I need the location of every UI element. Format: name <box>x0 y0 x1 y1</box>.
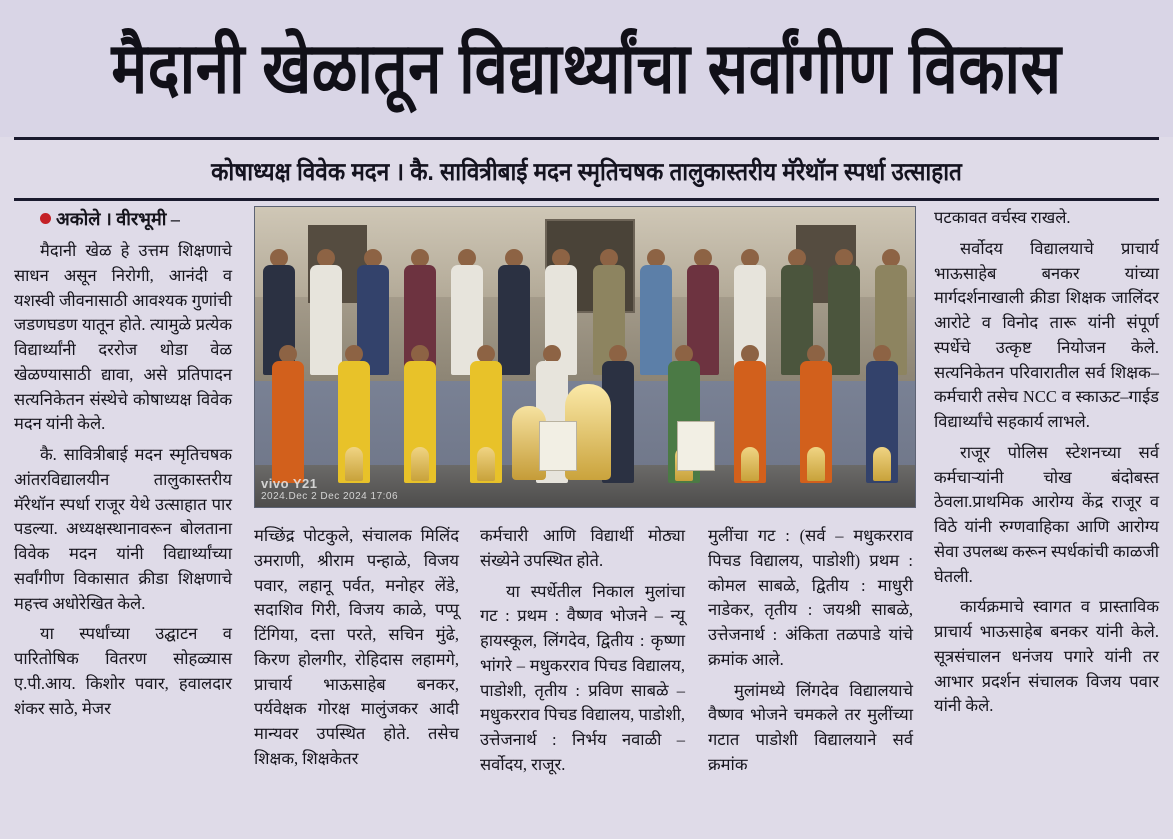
photo-person <box>862 345 902 483</box>
trophy-icon <box>411 447 429 481</box>
paragraph: या स्पर्धांच्या उद्घाटन व पारितोषिक वितरण सोहळ्यास ए.पी.आय. किशोर पवार, हवालदार शंकर साठे, मेजर <box>14 624 232 718</box>
paragraph: मैदानी खेळ हे उत्तम शिक्षणाचे साधन असून निरोगी, आनंदी व यशस्वी जीवनासाठी आवश्यक गुणांची जडणघडण यातून होते. त्यामुळे प्रत्येक विद्यार्थ्यांनी दररोज थोडा वेळ खेळण्यासाठी द्यावा, असे प्रतिपादन सत्यनिकेतन संस्थेचे कोषाध्यक्ष विवेक मदन यांनी केले. <box>14 241 232 434</box>
headline-rule <box>14 137 1159 140</box>
trophy-icon <box>477 447 495 481</box>
paragraph: या स्पर्धेतील निकाल मुलांचा गट : प्रथम : वैष्णव भोजने – न्यू हायस्कूल, लिंगदेव, द्वितीय : कृष्णा भांगरे – मधुकरराव पिचड विद्यालय, पाडोशी, तृतीय : प्रविण साबळे – मधुकरराव पिचड विद्यालय, पाडोशी, उत्तेजनार्थ : निर्भय नवाळी – सर्वोदय, राजूर. <box>480 581 685 774</box>
article-column-2 <box>254 524 459 778</box>
certificate <box>677 421 715 471</box>
subhead-band <box>14 146 1159 194</box>
paragraph: कर्मचारी आणि विद्यार्थी मोठ्या संख्येने उपस्थित होते. <box>480 526 685 570</box>
photo-watermark-brand: vivo Y21 <box>261 476 318 492</box>
paragraph: राजूर पोलिस स्टेशनच्या सर्व कर्मचाऱ्यांनी चोख बंदोबस्त ठेवला.प्राथमिक आरोग्य केंद्र राजूर व विठे यांनी रुग्णवाहिका आणि आरोग्य सेवा उपलब्ध करून स्पर्धकांची काळजी घेतली. <box>934 442 1159 586</box>
photo-person <box>334 345 374 483</box>
paragraph: सर्वोदय विद्यालयाचे प्राचार्य भाऊसाहेब बनकर यांच्या मार्गदर्शनाखाली क्रीडा शिक्षक जालिंदर आरोटे व विनोद तारू यांनी संपूर्ण स्पर्धेचे उत्कृष्ट नियोजन केले. सत्यनिकेतन परिवारातील सर्व शिक्षक–कर्मचारी तसेच NCC व स्काऊट–गाईड विद्यार्थ्यांचे सहकार्य लाभले. <box>934 238 1159 431</box>
article-column-5 <box>934 206 1159 725</box>
trophy-icon <box>345 447 363 481</box>
trophy-icon <box>873 447 891 481</box>
dateline <box>14 206 232 233</box>
page-title: मैदानी खेळातून विद्यार्थ्यांचा सर्वांगीण विकास <box>111 28 1062 108</box>
article-column-3 <box>480 524 685 784</box>
subhead-rule <box>14 198 1159 201</box>
masthead <box>0 0 1173 137</box>
bullet-dot-icon <box>40 213 51 224</box>
photo-person <box>730 345 770 483</box>
paragraph: पटकावत वर्चस्व राखले. <box>934 208 1071 227</box>
article-column-1 <box>14 206 232 727</box>
trophy-icon <box>741 447 759 481</box>
paragraph: कार्यक्रमाचे स्वागत व प्रास्ताविक प्राचार्य भाऊसाहेब बनकर यांनी केले. सूत्रसंचालन धनंजय पगारे यांनी तर आभार प्रदर्शन संचालक विजय पवार यांनी केले. <box>934 597 1159 716</box>
photo-person <box>466 345 506 483</box>
paragraph: मुलींचा गट : (सर्व – मधुकरराव पिचड विद्यालय, पाडोशी) प्रथम : कोमल साबळे, द्वितीय : माधुरी नाडेकर, तृतीय : जयश्री साबळे, उत्तेजनार्थ : अंकिता तळपाडे यांचे क्रमांक आले. <box>708 526 913 669</box>
photo-watermark <box>261 477 398 502</box>
paragraph: कै. सावित्रीबाई मदन स्मृतिचषक आंतरविद्यालयीन तालुकास्तरीय मॅरेथॉन स्पर्धा राजूर येथे उत्साहात पार पडल्या. अध्यक्षस्थानावरून बोलताना विवेक मदन यांनी विद्यार्थ्यांच्या सर्वांगीण विकासात क्रीडा शिक्षणाचे महत्त्व अधोरेखित केले. <box>14 445 232 613</box>
photo-person <box>268 345 308 483</box>
photo-person <box>796 345 836 483</box>
article-body <box>14 206 1159 826</box>
subhead-text: कोषाध्यक्ष विवेक मदन । कै. सावित्रीबाई मदन स्मृतिचषक तालुकास्तरीय मॅरेथॉन स्पर्धा उत्साहात <box>211 157 962 185</box>
paragraph: मुलांमध्ये लिंगदेव विद्यालयाचे वैष्णव भोजने चमकले तर मुलींच्या गटात पाडोशी विद्यालयाने सर्व क्रमांक <box>708 680 913 774</box>
paragraph: मच्छिंद्र पोटकुले, संचालक मिलिंद उमराणी, श्रीराम पन्हाळे, विजय पवार, लहानू पर्वत, मनोहर लेंडे, सदाशिव गिरी, विजय काळे, पप्पू टिंगिया, दत्ता परते, सचिन मुंढे, किरण होलगीर, रोहिदास लहामगे, प्राचार्य भाऊसाहेब बनकर, पर्यवेक्षक गोरक्ष मालुंजकर आदी मान्यवर उपस्थित होते. तसेच शिक्षक, शिक्षकेतर <box>254 526 459 768</box>
article-photo <box>254 206 916 508</box>
trophy-icon <box>807 447 825 481</box>
photo-watermark-timestamp: 2024.Dec 2 Dec 2024 17:06 <box>261 491 399 502</box>
dateline-text: अकोले । वीरभूमी – <box>56 209 180 229</box>
article-column-4 <box>708 524 913 784</box>
photo-person <box>400 345 440 483</box>
certificate <box>539 421 577 471</box>
